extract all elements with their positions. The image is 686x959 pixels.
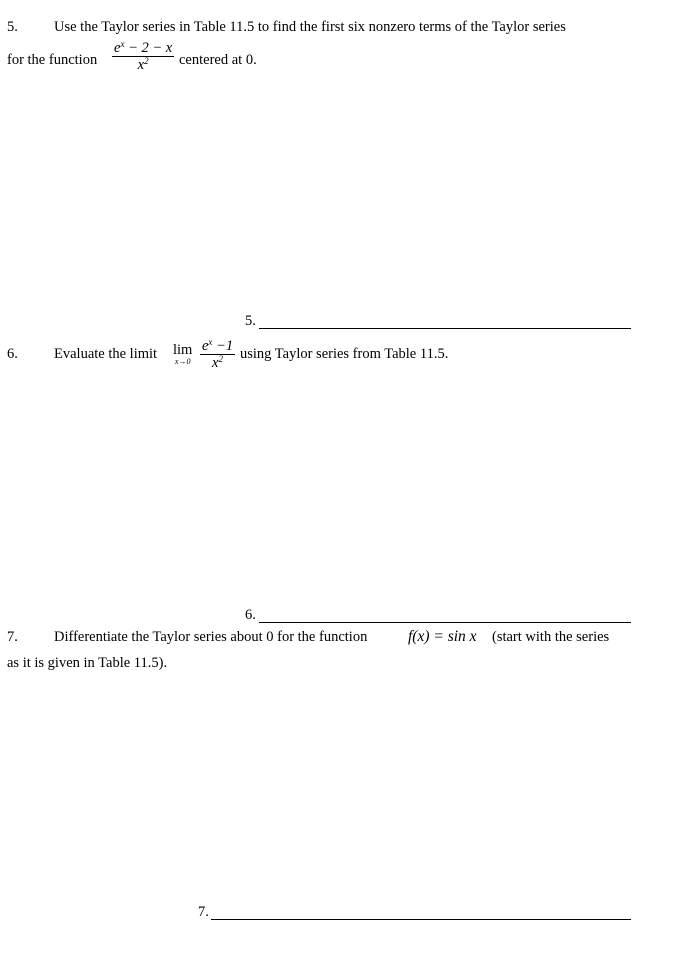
math-fraction (108, 40, 178, 73)
problem-text-prefix: for the function (7, 52, 98, 68)
function-expression: f(x) = sin x (408, 628, 477, 645)
problem-text-suffix: (start with the series (492, 629, 610, 645)
fraction-denominator: $x^2$ (212, 354, 223, 372)
math-limit (170, 338, 239, 371)
problem-number: 5. (7, 19, 18, 35)
answer-line[interactable] (211, 919, 631, 920)
fraction-denominator: $x^2$ (137, 56, 149, 74)
fraction-numerator: $e^x - 2 - x$ (114, 39, 173, 56)
answer-label: 5. (245, 313, 256, 329)
problem-number: 6. (7, 346, 18, 362)
answer-label: 7. (198, 904, 209, 920)
problem-text-line1: Use the Taylor series in Table 11.5 to find the first six nonzero terms of the Taylor series (54, 19, 566, 35)
problem-text-suffix: centered at 0. (179, 52, 257, 68)
limit-operator: lim x→0 (173, 342, 193, 366)
answer-label: 6. (245, 607, 256, 623)
answer-line[interactable] (259, 622, 631, 623)
problem-number: 7. (7, 629, 18, 645)
problem-text-prefix: Evaluate the limit (54, 346, 158, 362)
fraction-numerator: $e^x -1$ (201, 337, 234, 354)
problem-text-prefix: Differentiate the Taylor series about 0 for the function (54, 629, 368, 645)
answer-line[interactable] (259, 328, 631, 329)
problem-text-line2: as it is given in Table 11.5). (7, 655, 168, 671)
problem-text-suffix: using Taylor series from Table 11.5. (240, 346, 449, 362)
